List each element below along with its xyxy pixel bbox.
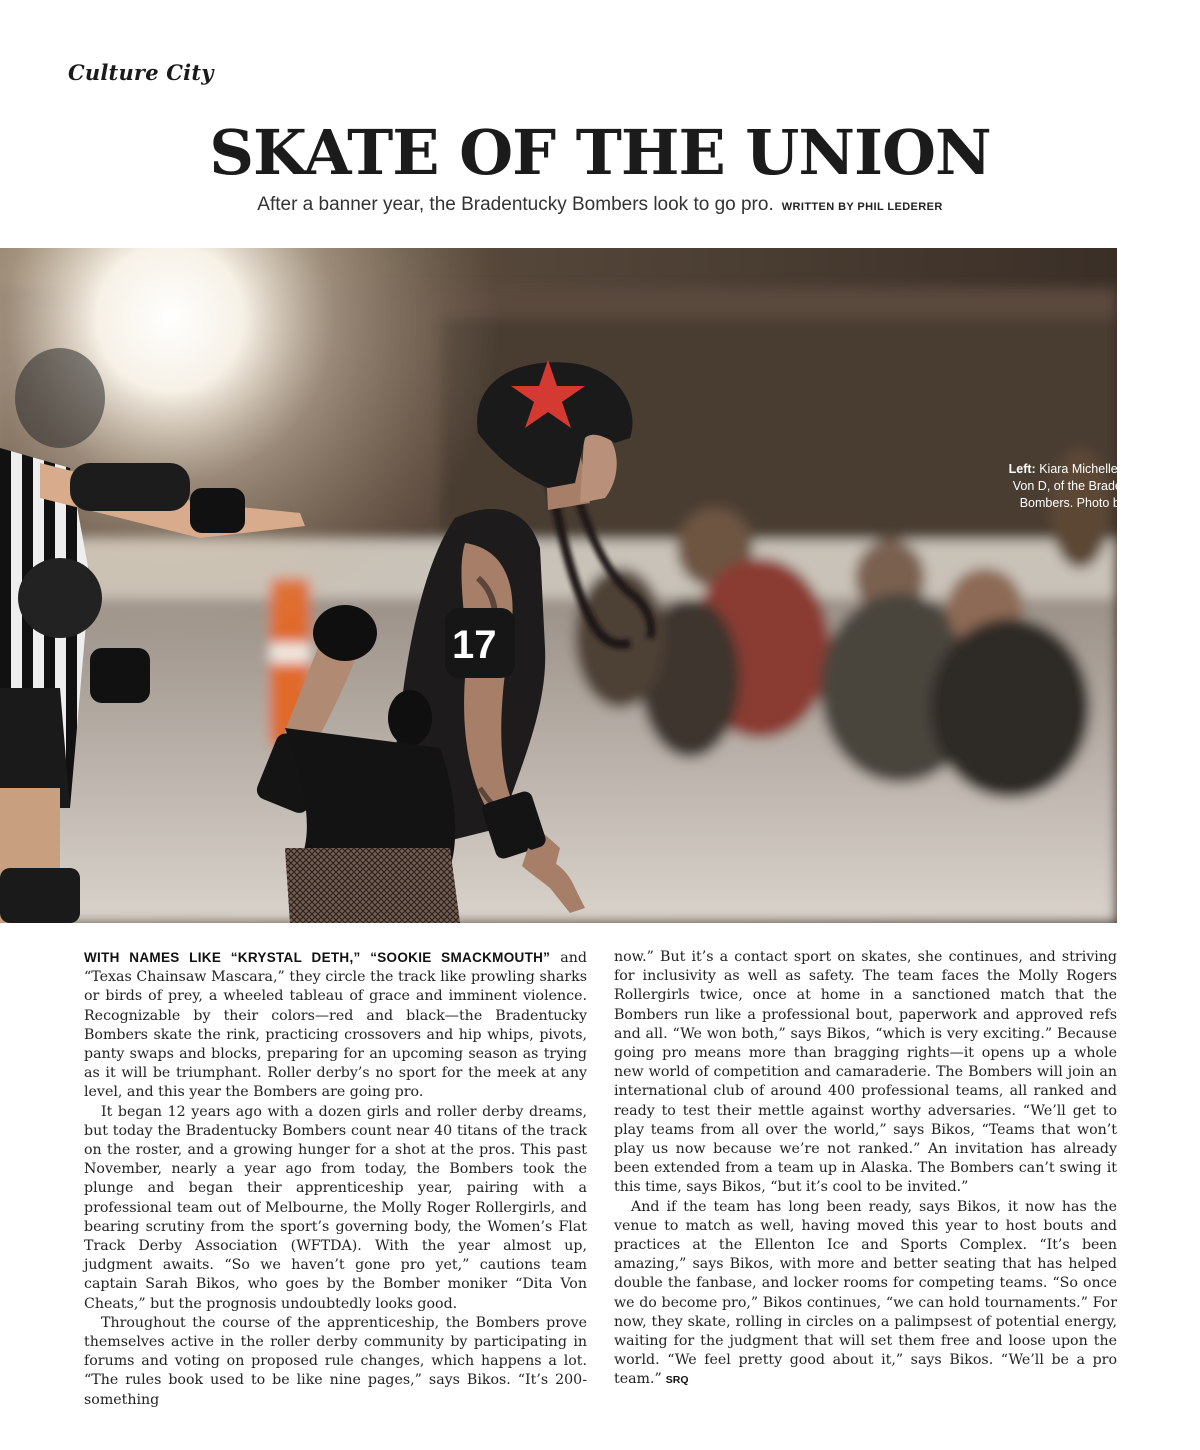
lead-in: WITH NAMES LIKE “KRYSTAL DETH,” “SOOKIE SMACKMOUTH” [84, 950, 551, 965]
article-column-left [84, 948, 587, 1410]
feature-photo [0, 248, 1117, 923]
roller-derby-photo [0, 248, 1117, 923]
article-deck: After a banner year, the Bradentucky Bombers look to go pro. [257, 194, 774, 215]
jersey-number: 17 [452, 623, 497, 667]
paragraph-1-text: and “Texas Chainsaw Mascara,” they circle the track like prowling sharks or birds of prey, a wheeled tableau of grace and imminent violence. Recognizable by their colors—red and black—the Bradentucky Bombers skate the rink, practicing crossovers and hip whips, pivots, panty swaps and blocks, preparing for an upcoming season as trying as it will be triumphant. Roller derby’s no sport for the meek at any level, and this year the Bombers are going pro. [84, 950, 587, 1101]
paragraph-4-text: And if the team has long been ready, says Bikos, it now has the venue to match as well, having moved this year to host bouts and practices at the Ellenton Ice and Sports Complex. “It’s been amazing,” says Bikos, with more and better seating that has helped double the fanbase, and locker rooms for competing teams. “So once we do become pro,” Bikos continues, “we can hold tournaments.” For now, they skate, rolling in circles on a palimpsest of potential energy, waiting for the judgment that will set them free and loose upon the world. “We feel pretty good about it,” says Bikos. “We’ll be a pro team.” [614, 1198, 1117, 1388]
article-column-right [614, 948, 1117, 1391]
article-byline: WRITTEN BY PHIL LEDERER [781, 201, 943, 213]
paragraph-3: Throughout the course of the apprenticeship, the Bombers prove themselves active in the roller derby community by participating in forums and voting on proposed rule changes, which happens a lot. “The rules book used to be like nine pages,” says Bikos. “It’s 200-something [84, 1314, 587, 1408]
end-mark: SRQ [665, 1374, 689, 1387]
paragraph-1 [84, 948, 587, 1103]
caption-text: Kiara Michelle, Crash Von D, of the Bradentucky Bombers. Photo by Keith Ridge. [1012, 462, 1158, 527]
deck-line [0, 194, 1200, 216]
section-label: Culture City [68, 60, 214, 85]
caption-lead: Left: [1008, 462, 1036, 476]
paragraph-4 [614, 1198, 1117, 1391]
paragraph-2: It began 12 years ago with a dozen girls and roller derby dreams, but today the Bradentucky Bombers count near 40 titans of the track on the roster, and a growing hunger for a shot at the pros. This past November, nearly a year ago from today, the Bombers took the plunge and began their apprenticeship year, pairing with a professional team out of Melbourne, the Molly Roger Rollergirls, and bearing scrutiny from the sport’s governing body, the Women’s Flat Track Derby Association (WFTDA). With the year almost up, judgment awaits. “So we haven’t gone pro yet,” cautions team captain Sarah Bikos, who goes by the Bomber moniker “Dita Von Cheats,” but the prognosis undoubtedly looks good. [84, 1103, 587, 1312]
article-headline: SKATE OF THE UNION [209, 116, 991, 189]
photo-caption [1008, 461, 1158, 529]
paragraph-3-continued: now.” But it’s a contact sport on skates, she continues, and striving for inclusivity as well as safety. The team faces the Molly Rogers Rollergirls twice, once at home in a sanctioned match that the Bombers run like a professional bout, paperwork and approved refs and all. “We won both,” says Bikos, “which is very exciting.” Because going pro means more than bragging rights—it opens up a whole new world of competition and camaraderie. The Bombers will join an international club of around 400 professional teams, all ranked and ready to test their mettle against worthy adversaries. “We’ll get to play teams from all over the world,” says Bikos, “Teams that won’t play us now because we’re not ranked.” An invitation has already been extended from a team up in Alaska. The Bombers can’t swing it this time, says Bikos, “but it’s cool to be invited.” [614, 949, 1117, 1196]
